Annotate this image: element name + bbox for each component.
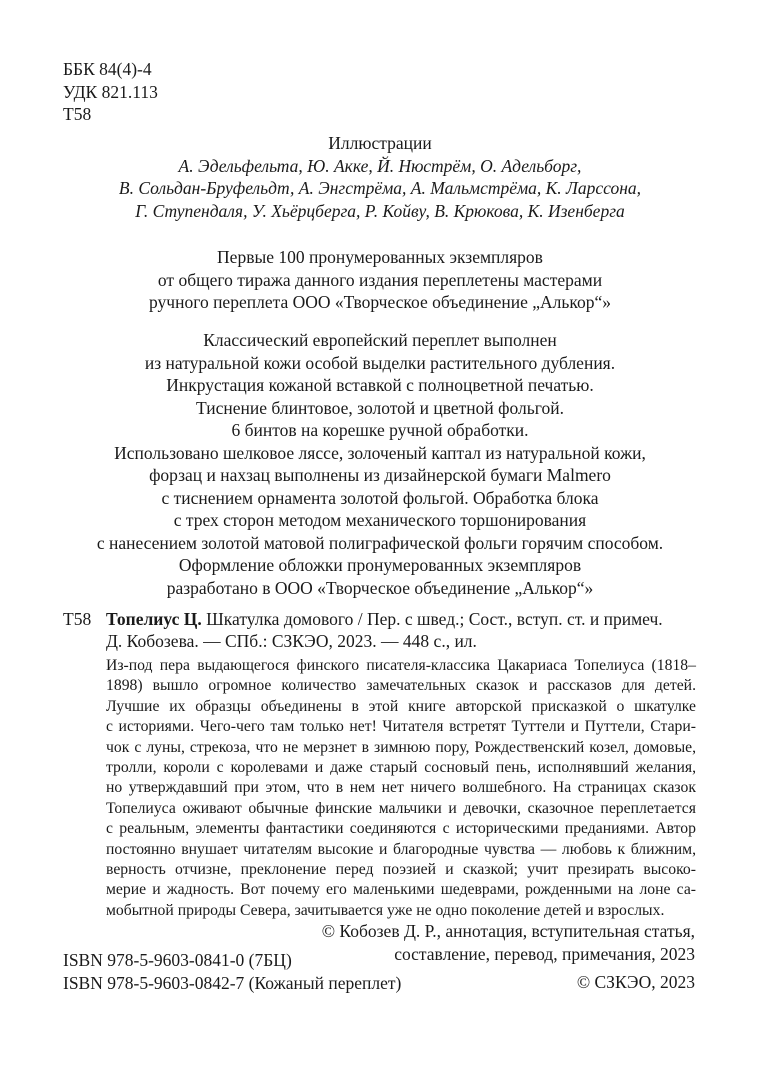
annotation-line: с реальным, элементы фантастики соединяются с историческими преданиями. Автор bbox=[106, 820, 696, 838]
annotation-line: мобытной природы Севера, зачитывается уже не одно поколение детей и взрослых. bbox=[106, 901, 665, 919]
publisher-copyright: © СЗКЭО, 2023 bbox=[576, 972, 695, 992]
text-line: форзац и нахзац выполнены из дизайнерской бумаги Malmero bbox=[149, 465, 611, 485]
annotation-text bbox=[106, 656, 696, 921]
annotation-line: чок с луны, стрекоза, что не мерзнет в зимнюю пору, Рождественский козел, домовые, bbox=[106, 738, 696, 756]
text-line: с нанесением золотой матовой полиграфической фольги горячим способом. bbox=[96, 532, 664, 553]
numbered-copies-note bbox=[60, 246, 700, 314]
isbn-line: ISBN 978-5-9603-0842-7 (Кожаный переплет) bbox=[63, 972, 402, 993]
text-line: Использовано шелковое ляссе, золоченый каптал из натуральной кожи, bbox=[114, 442, 646, 463]
text-line: Тиснение блинтовое, золотой и цветной фольгой. bbox=[196, 397, 564, 418]
text-line: с тиснением орнамента золотой фольгой. Обработка блока bbox=[161, 487, 599, 508]
author-mark: Т58 bbox=[63, 104, 92, 124]
text-line: с трех сторон методом механического торшонирования bbox=[173, 510, 587, 530]
annotation-line: постоянно внушает читателям высокие и благородные чувства — любовь к ближним, bbox=[106, 840, 696, 858]
catalog-mark: Т58 bbox=[63, 609, 92, 629]
text-line: ручного переплета ООО «Творческое объединение „Алькор“» bbox=[149, 292, 611, 312]
catalog-title: Шкатулка домового / Пер. с швед.; Сост., вступ. ст. и примеч. bbox=[201, 609, 663, 629]
illustrations-heading: Иллюстрации bbox=[328, 133, 432, 153]
text-line: Первые 100 пронумерованных экземпляров bbox=[217, 247, 543, 267]
bbk-code: ББК 84(4)-4 bbox=[63, 59, 152, 79]
illustrators-line: В. Сольдан-Бруфельдт, А. Энгстрёма, А. Мальмстрёма, К. Ларссона, bbox=[118, 178, 642, 198]
text-line: из натуральной кожи особой выделки растительного дубления. bbox=[144, 352, 616, 373]
annotation-line: с историями. Чего-чего там только нет! Читателя встретят Туттели и Путтели, Стари- bbox=[106, 718, 696, 736]
copyright-line: © Кобозев Д. Р., аннотация, вступительная статья, bbox=[321, 921, 695, 941]
illustrators-line: А. Эдельфельта, Ю. Акке, Й. Нюстрём, О. Адельборг, bbox=[178, 155, 582, 176]
annotation-line: но утверждавший при этом, что в нем нет ничего волшебного. На страницах сказок bbox=[106, 779, 696, 797]
annotation-line: Топелиуса оживают обычные финские мальчики и девочки, сказочное переплетается bbox=[106, 799, 696, 817]
text-line: Оформление обложки пронумерованных экземпляров bbox=[178, 555, 582, 575]
catalog-second-line: Д. Кобозева. — СПб.: СЗКЭО, 2023. — 448 с., ил. bbox=[106, 631, 477, 651]
annotation-line: тролли, короли с королевами и даже старый сосновый пень, исполнявший желания, bbox=[106, 759, 696, 777]
annotation-line: мерие и жадность. Вот почему его маленькими шедеврами, рожденными на лоне са- bbox=[106, 881, 696, 899]
illustrations-credits bbox=[60, 132, 700, 222]
udk-code: УДК 821.113 bbox=[63, 81, 158, 102]
text-line: от общего тиража данного издания переплетены мастерами bbox=[157, 269, 603, 290]
binding-description bbox=[60, 329, 700, 599]
isbn-line: ISBN 978-5-9603-0841-0 (7БЦ) bbox=[63, 950, 292, 970]
annotation-line: Из-под пера выдающегося финского писателя-классика Цакариаса Топелиуса (1818– bbox=[106, 657, 696, 674]
illustrators-line: Г. Ступендаля, У. Хьёрцберга, Р. Койву, В. Крюкова, К. Изенберга bbox=[135, 200, 625, 221]
catalog-first-line bbox=[63, 608, 696, 630]
text-line: разработано в ООО «Творческое объединение „Алькор“» bbox=[166, 577, 594, 598]
text-line: Инкрустация кожаной вставкой с полноцветной печатью. bbox=[166, 375, 594, 395]
text-line: 6 бинтов на корешке ручной обработки. bbox=[231, 420, 529, 440]
annotation-line: 1898) вышло огромное количество замечательных сказок и рассказов для детей. bbox=[106, 677, 696, 695]
annotation-line: Лучшие их образцы объединены в этой книге авторской присказкой о шкатулке bbox=[106, 697, 696, 715]
text-line: Классический европейский переплет выполнен bbox=[203, 330, 557, 350]
annotation-line: верность отчизне, преклонение перед поэзией и сказкой; учит презирать высоко- bbox=[106, 861, 696, 879]
catalog-author: Топелиус Ц. bbox=[106, 609, 202, 629]
copyright-line: составление, перевод, примечания, 2023 bbox=[394, 943, 695, 964]
isbn-block bbox=[63, 949, 401, 994]
catalog-entry bbox=[63, 608, 696, 652]
classification-codes bbox=[63, 58, 158, 126]
